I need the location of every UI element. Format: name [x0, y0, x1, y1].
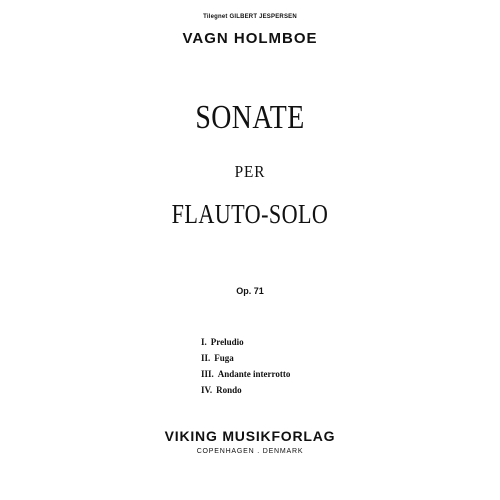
movement-item: [201, 382, 290, 398]
movement-name: Rondo: [216, 385, 242, 395]
movement-item: [201, 334, 290, 350]
movement-name: Fuga: [214, 353, 234, 363]
movement-number: III.: [201, 369, 214, 379]
movement-name: Andante interrotto: [217, 369, 291, 379]
publisher-city: COPENHAGEN . DENMARK: [196, 448, 304, 455]
instrument-name: FLAUTO-SOLO: [171, 199, 329, 229]
movement-list: [201, 334, 290, 398]
movement-item: [201, 350, 290, 366]
movement-item: [201, 366, 290, 382]
work-title: SONATE: [195, 99, 305, 136]
movement-number: I.: [201, 337, 207, 347]
composer-name: VAGN HOLMBOE: [182, 30, 318, 47]
publisher-name: VIKING MUSIKFORLAG: [164, 428, 336, 444]
movement-number: IV.: [201, 385, 213, 395]
movement-name: Preludio: [210, 337, 244, 347]
opus-number: Op. 71: [236, 286, 264, 296]
movement-number: II.: [201, 353, 211, 363]
dedication-line: Tilegnet GILBERT JESPERSEN: [203, 14, 297, 20]
per-text: PER: [234, 162, 266, 181]
